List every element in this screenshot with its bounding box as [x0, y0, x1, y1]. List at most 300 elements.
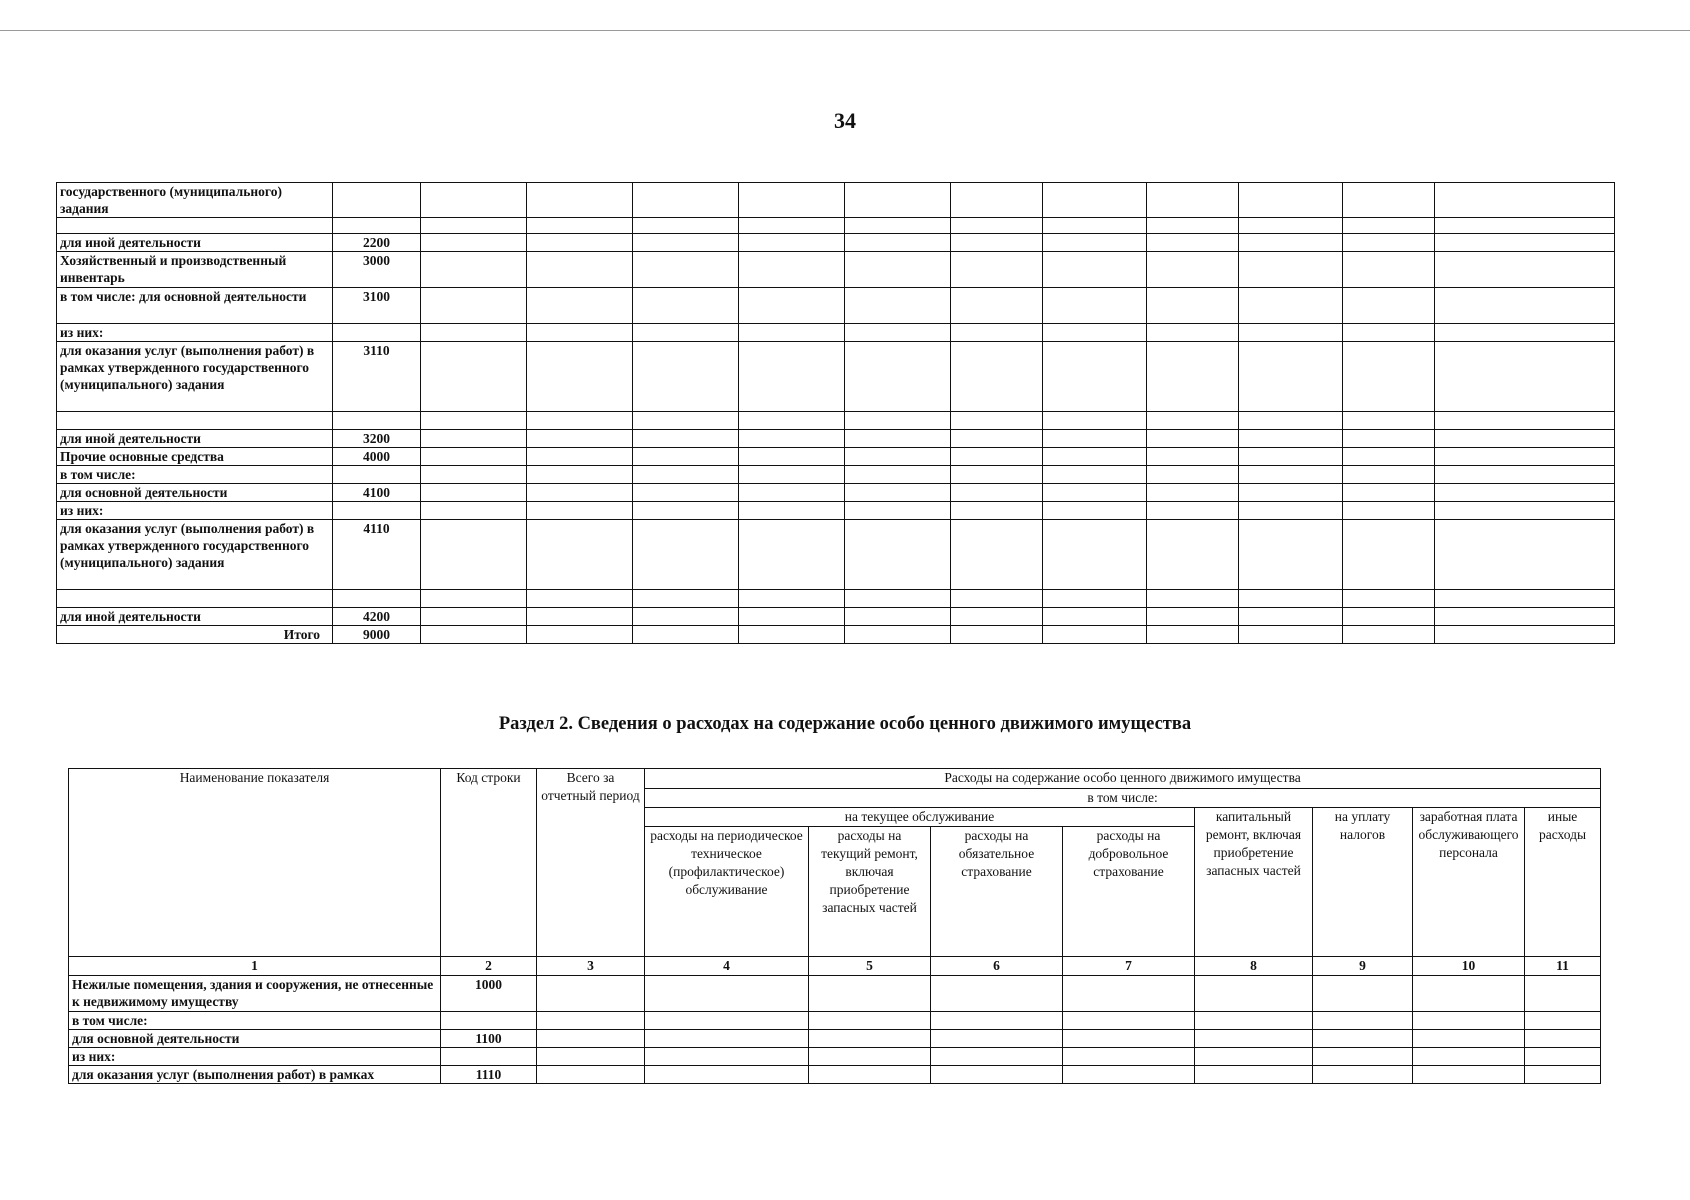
value-cell: [421, 608, 527, 626]
value-cell: [1435, 234, 1615, 252]
value-cell: [1343, 218, 1435, 234]
row-label: из них:: [57, 324, 333, 342]
value-cell: [527, 342, 633, 412]
row-code: [333, 466, 421, 484]
value-cell: [845, 430, 951, 448]
table-row: [57, 218, 1615, 234]
value-cell: [421, 183, 527, 218]
value-cell: [951, 288, 1043, 324]
value-cell: [809, 1012, 931, 1030]
value-cell: [1043, 234, 1147, 252]
header-other: иные расходы: [1525, 808, 1601, 957]
column-number: 10: [1413, 957, 1525, 976]
value-cell: [1147, 590, 1239, 608]
value-cell: [1413, 1012, 1525, 1030]
value-cell: [951, 218, 1043, 234]
value-cell: [1239, 218, 1343, 234]
value-cell: [1239, 183, 1343, 218]
value-cell: [1525, 1066, 1601, 1084]
value-cell: [527, 412, 633, 430]
row-code: 4200: [333, 608, 421, 626]
value-cell: [633, 412, 739, 430]
value-cell: [1239, 448, 1343, 466]
row-label: в том числе:: [57, 466, 333, 484]
table-row: [57, 342, 1615, 412]
value-cell: [845, 590, 951, 608]
value-cell: [421, 626, 527, 644]
value-cell: [931, 1048, 1063, 1066]
value-cell: [951, 466, 1043, 484]
value-cell: [1435, 324, 1615, 342]
value-cell: [633, 252, 739, 288]
value-cell: [1413, 1030, 1525, 1048]
value-cell: [527, 252, 633, 288]
header-current-service: на текущее обслуживание: [645, 808, 1195, 827]
value-cell: [633, 288, 739, 324]
value-cell: [1525, 1030, 1601, 1048]
value-cell: [421, 252, 527, 288]
value-cell: [1313, 1030, 1413, 1048]
table-row: [57, 520, 1615, 590]
row-code: [333, 183, 421, 218]
value-cell: [739, 466, 845, 484]
header-mandatory-insurance: расходы на обязательное страхование: [931, 827, 1063, 957]
value-cell: [421, 288, 527, 324]
value-cell: [421, 218, 527, 234]
header-indicator-name: Наименование показателя: [69, 769, 441, 957]
value-cell: [537, 1012, 645, 1030]
value-cell: [1343, 608, 1435, 626]
value-cell: [1147, 218, 1239, 234]
value-cell: [1147, 502, 1239, 520]
row-label: для основной деятельности: [69, 1030, 441, 1048]
value-cell: [1435, 502, 1615, 520]
value-cell: [809, 976, 931, 1012]
page-number: 34: [834, 108, 856, 133]
value-cell: [1195, 1066, 1313, 1084]
column-number: 1: [69, 957, 441, 976]
row-label: [57, 218, 333, 234]
value-cell: [1239, 466, 1343, 484]
row-label: [57, 590, 333, 608]
value-cell: [931, 976, 1063, 1012]
row-code: [333, 412, 421, 430]
value-cell: [1343, 430, 1435, 448]
value-cell: [739, 183, 845, 218]
value-cell: [1147, 608, 1239, 626]
value-cell: [527, 218, 633, 234]
value-cell: [1343, 502, 1435, 520]
row-code: 1000: [441, 976, 537, 1012]
value-cell: [739, 324, 845, 342]
value-cell: [633, 183, 739, 218]
value-cell: [1313, 1048, 1413, 1066]
value-cell: [1239, 342, 1343, 412]
value-cell: [1063, 1030, 1195, 1048]
value-cell: [527, 520, 633, 590]
value-cell: [1239, 234, 1343, 252]
value-cell: [951, 626, 1043, 644]
value-cell: [1239, 252, 1343, 288]
table-row: [57, 430, 1615, 448]
value-cell: [645, 976, 809, 1012]
table-row: [57, 466, 1615, 484]
header-voluntary-insurance: расходы на добровольное страхование: [1063, 827, 1195, 957]
row-code: 9000: [333, 626, 421, 644]
value-cell: [1147, 412, 1239, 430]
row-label: в том числе:: [69, 1012, 441, 1030]
value-cell: [1147, 448, 1239, 466]
row-label: Прочие основные средства: [57, 448, 333, 466]
value-cell: [1043, 324, 1147, 342]
value-cell: [421, 590, 527, 608]
value-cell: [1343, 342, 1435, 412]
value-cell: [845, 448, 951, 466]
value-cell: [739, 288, 845, 324]
value-cell: [1043, 288, 1147, 324]
value-cell: [1147, 466, 1239, 484]
value-cell: [1343, 288, 1435, 324]
value-cell: [931, 1030, 1063, 1048]
row-code: 3000: [333, 252, 421, 288]
value-cell: [1147, 520, 1239, 590]
table-row: [57, 324, 1615, 342]
value-cell: [1239, 590, 1343, 608]
row-code: [333, 502, 421, 520]
value-cell: [739, 608, 845, 626]
value-cell: [1239, 626, 1343, 644]
value-cell: [645, 1048, 809, 1066]
value-cell: [1435, 430, 1615, 448]
row-code: 1100: [441, 1030, 537, 1048]
row-label: для оказания услуг (выполнения работ) в рамках утвержденного государственного (муниципального) задания: [57, 342, 333, 412]
value-cell: [845, 288, 951, 324]
value-cell: [1147, 252, 1239, 288]
movable-property-expenses-table: [68, 768, 1601, 1084]
value-cell: [1043, 590, 1147, 608]
value-cell: [951, 590, 1043, 608]
table-row: [69, 976, 1601, 1012]
value-cell: [739, 342, 845, 412]
value-cell: [1043, 218, 1147, 234]
value-cell: [1043, 183, 1147, 218]
value-cell: [633, 466, 739, 484]
value-cell: [1313, 1012, 1413, 1030]
row-label: для иной деятельности: [57, 430, 333, 448]
value-cell: [633, 342, 739, 412]
value-cell: [633, 608, 739, 626]
row-code: 3100: [333, 288, 421, 324]
value-cell: [1043, 412, 1147, 430]
row-label: из них:: [57, 502, 333, 520]
column-number: 3: [537, 957, 645, 976]
value-cell: [1239, 520, 1343, 590]
column-number: 2: [441, 957, 537, 976]
table-row: [57, 608, 1615, 626]
row-label: для иной деятельности: [57, 608, 333, 626]
value-cell: [527, 590, 633, 608]
value-cell: [739, 626, 845, 644]
value-cell: [633, 626, 739, 644]
value-cell: [537, 1048, 645, 1066]
value-cell: [1239, 288, 1343, 324]
value-cell: [1343, 234, 1435, 252]
header-salary: заработная плата обслуживающего персонала: [1413, 808, 1525, 957]
value-cell: [1413, 1048, 1525, 1066]
value-cell: [739, 218, 845, 234]
value-cell: [633, 218, 739, 234]
value-cell: [1195, 1048, 1313, 1066]
value-cell: [1435, 448, 1615, 466]
header-expenses: Расходы на содержание особо ценного движимого имущества: [645, 769, 1601, 789]
row-code: [441, 1048, 537, 1066]
value-cell: [1435, 484, 1615, 502]
value-cell: [1147, 288, 1239, 324]
value-cell: [633, 520, 739, 590]
value-cell: [739, 252, 845, 288]
value-cell: [1343, 626, 1435, 644]
value-cell: [1239, 430, 1343, 448]
value-cell: [1343, 484, 1435, 502]
table-row: [57, 448, 1615, 466]
value-cell: [1239, 412, 1343, 430]
value-cell: [1063, 1048, 1195, 1066]
row-label: [57, 412, 333, 430]
value-cell: [845, 342, 951, 412]
row-label: Нежилые помещения, здания и сооружения, не отнесенные к недвижимому имуществу: [69, 976, 441, 1012]
value-cell: [809, 1048, 931, 1066]
value-cell: [951, 324, 1043, 342]
value-cell: [527, 608, 633, 626]
value-cell: [1043, 342, 1147, 412]
value-cell: [1147, 626, 1239, 644]
value-cell: [1043, 448, 1147, 466]
row-code: 3200: [333, 430, 421, 448]
fixed-assets-table-continuation: [56, 182, 1615, 644]
header-current-repair: расходы на текущий ремонт, включая приобретение запасных частей: [809, 827, 931, 957]
value-cell: [1413, 976, 1525, 1012]
row-label: из них:: [69, 1048, 441, 1066]
value-cell: [1435, 218, 1615, 234]
value-cell: [1435, 412, 1615, 430]
table-row: [57, 183, 1615, 218]
column-number: 8: [1195, 957, 1313, 976]
value-cell: [845, 218, 951, 234]
row-code: 3110: [333, 342, 421, 412]
value-cell: [527, 234, 633, 252]
value-cell: [645, 1012, 809, 1030]
value-cell: [527, 448, 633, 466]
value-cell: [421, 342, 527, 412]
value-cell: [527, 484, 633, 502]
value-cell: [633, 324, 739, 342]
value-cell: [1195, 1030, 1313, 1048]
value-cell: [951, 520, 1043, 590]
value-cell: [1435, 590, 1615, 608]
value-cell: [1147, 484, 1239, 502]
value-cell: [951, 608, 1043, 626]
value-cell: [537, 1030, 645, 1048]
value-cell: [633, 430, 739, 448]
value-cell: [1343, 324, 1435, 342]
column-number: 6: [931, 957, 1063, 976]
value-cell: [1343, 412, 1435, 430]
header-taxes: на уплату налогов: [1313, 808, 1413, 957]
value-cell: [421, 502, 527, 520]
column-number: 9: [1313, 957, 1413, 976]
value-cell: [1343, 520, 1435, 590]
value-cell: [421, 484, 527, 502]
value-cell: [527, 466, 633, 484]
value-cell: [1313, 976, 1413, 1012]
value-cell: [1043, 484, 1147, 502]
row-label: в том числе: для основной деятельности: [57, 288, 333, 324]
value-cell: [1343, 252, 1435, 288]
row-code: 2200: [333, 234, 421, 252]
value-cell: [1435, 466, 1615, 484]
value-cell: [951, 342, 1043, 412]
row-label: Хозяйственный и производственный инвентарь: [57, 252, 333, 288]
column-number: 7: [1063, 957, 1195, 976]
value-cell: [1043, 430, 1147, 448]
value-cell: [633, 502, 739, 520]
value-cell: [951, 484, 1043, 502]
value-cell: [1343, 590, 1435, 608]
row-label: для оказания услуг (выполнения работ) в рамках утвержденного государственного (муниципального) задания: [57, 520, 333, 590]
table-row: [57, 412, 1615, 430]
value-cell: [845, 484, 951, 502]
header-row-code: Код строки: [441, 769, 537, 957]
value-cell: [845, 412, 951, 430]
header-periodic-service: расходы на периодическое техническое (профилактическое) обслуживание: [645, 827, 809, 957]
value-cell: [421, 324, 527, 342]
value-cell: [809, 1066, 931, 1084]
value-cell: [421, 234, 527, 252]
value-cell: [645, 1030, 809, 1048]
value-cell: [845, 466, 951, 484]
value-cell: [1525, 1012, 1601, 1030]
row-label: для основной деятельности: [57, 484, 333, 502]
table-row: [57, 502, 1615, 520]
value-cell: [845, 234, 951, 252]
value-cell: [739, 484, 845, 502]
header-total-period: Всего за отчетный период: [537, 769, 645, 957]
value-cell: [845, 608, 951, 626]
row-label: государственного (муниципального) задания: [57, 183, 333, 218]
value-cell: [421, 412, 527, 430]
value-cell: [931, 1066, 1063, 1084]
row-code: [441, 1012, 537, 1030]
value-cell: [739, 502, 845, 520]
header-capital-repair: капитальный ремонт, включая приобретение запасных частей: [1195, 808, 1313, 957]
value-cell: [633, 234, 739, 252]
value-cell: [1525, 976, 1601, 1012]
value-cell: [951, 448, 1043, 466]
table-row: [57, 590, 1615, 608]
table-row: [57, 252, 1615, 288]
value-cell: [1147, 183, 1239, 218]
row-label: для оказания услуг (выполнения работ) в рамках: [69, 1066, 441, 1084]
value-cell: [1043, 608, 1147, 626]
table-row: [69, 1048, 1601, 1066]
value-cell: [527, 324, 633, 342]
value-cell: [1435, 608, 1615, 626]
value-cell: [1195, 976, 1313, 1012]
value-cell: [1413, 1066, 1525, 1084]
value-cell: [1435, 342, 1615, 412]
value-cell: [1239, 484, 1343, 502]
value-cell: [1043, 520, 1147, 590]
value-cell: [527, 183, 633, 218]
value-cell: [845, 520, 951, 590]
value-cell: [1435, 520, 1615, 590]
row-code: 4000: [333, 448, 421, 466]
value-cell: [1239, 608, 1343, 626]
column-number: 5: [809, 957, 931, 976]
value-cell: [1063, 1066, 1195, 1084]
column-number: 4: [645, 957, 809, 976]
value-cell: [1195, 1012, 1313, 1030]
value-cell: [931, 1012, 1063, 1030]
value-cell: [1043, 626, 1147, 644]
value-cell: [527, 626, 633, 644]
row-code: [333, 218, 421, 234]
value-cell: [421, 520, 527, 590]
value-cell: [527, 288, 633, 324]
value-cell: [1435, 626, 1615, 644]
table-row: [69, 1066, 1601, 1084]
value-cell: [1147, 342, 1239, 412]
value-cell: [1063, 1012, 1195, 1030]
value-cell: [1435, 252, 1615, 288]
value-cell: [421, 448, 527, 466]
table-row: [69, 1012, 1601, 1030]
value-cell: [527, 430, 633, 448]
value-cell: [845, 324, 951, 342]
value-cell: [809, 1030, 931, 1048]
value-cell: [739, 520, 845, 590]
section-2-title: Раздел 2. Сведения о расходах на содержание особо ценного движимого имущества: [498, 714, 1192, 734]
value-cell: [1043, 502, 1147, 520]
value-cell: [1343, 466, 1435, 484]
value-cell: [845, 626, 951, 644]
value-cell: [421, 466, 527, 484]
value-cell: [951, 412, 1043, 430]
table-row: [69, 1030, 1601, 1048]
value-cell: [1525, 1048, 1601, 1066]
value-cell: [633, 448, 739, 466]
value-cell: [1147, 234, 1239, 252]
value-cell: [1043, 466, 1147, 484]
row-code: 4110: [333, 520, 421, 590]
value-cell: [845, 252, 951, 288]
row-label: Итого: [57, 626, 333, 644]
table-row: [57, 484, 1615, 502]
header-including: в том числе:: [645, 789, 1601, 808]
value-cell: [645, 1066, 809, 1084]
value-cell: [739, 430, 845, 448]
row-code: 1110: [441, 1066, 537, 1084]
row-code: 4100: [333, 484, 421, 502]
value-cell: [951, 252, 1043, 288]
value-cell: [951, 502, 1043, 520]
value-cell: [537, 976, 645, 1012]
value-cell: [1147, 324, 1239, 342]
value-cell: [951, 183, 1043, 218]
value-cell: [951, 430, 1043, 448]
table-row: [57, 626, 1615, 644]
value-cell: [739, 448, 845, 466]
